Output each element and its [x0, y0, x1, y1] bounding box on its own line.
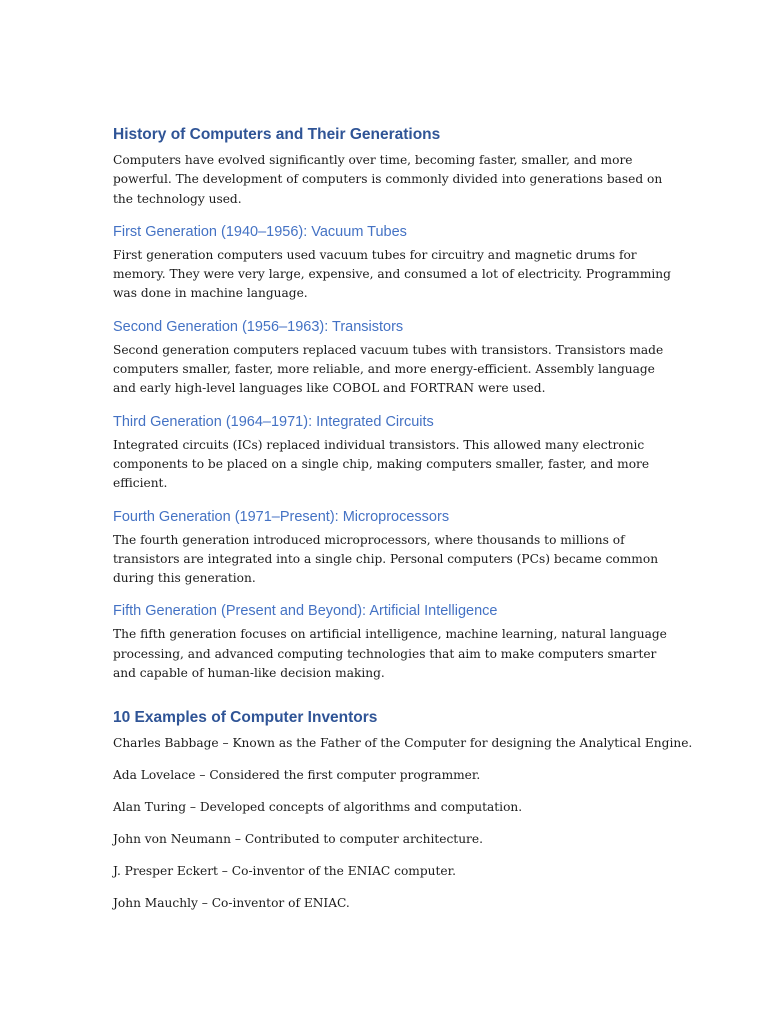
generation-section-3	[113, 411, 673, 494]
generation-paragraph: The fifth generation focuses on artificial intelligence, machine learning, natural language processing, and advanced computing technologies that aim to make computers smarter and capable of human-like decision making.	[113, 627, 667, 681]
list-item: John von Neumann – Contributed to computer architecture.	[113, 832, 483, 847]
list-item: Ada Lovelace – Considered the first computer programmer.	[113, 768, 481, 783]
generation-heading: Second Generation (1956–1963): Transistors	[113, 318, 404, 335]
inventors-heading: 10 Examples of Computer Inventors	[113, 709, 378, 727]
intro-paragraph: Computers have evolved significantly over time, becoming faster, smaller, and more powerful. The development of computers is commonly divided into generations based on the technology used.	[113, 153, 663, 206]
list-item: Alan Turing – Developed concepts of algorithms and computation.	[113, 800, 523, 815]
generation-paragraph: Integrated circuits (ICs) replaced individual transistors. This allowed many electronic components to be placed on a single chip, making computers smaller, faster, and more efficient.	[113, 437, 650, 491]
document-page	[113, 124, 693, 926]
generation-paragraph: First generation computers used vacuum tubes for circuitry and magnetic drums for memory. They were very large, expensive, and consumed a lot of electricity. Programming was done in machine language.	[113, 247, 671, 301]
generation-section-4	[113, 506, 673, 589]
list-item: John Mauchly – Co-inventor of ENIAC.	[113, 896, 350, 911]
generation-heading: Fifth Generation (Present and Beyond): Artificial Intelligence	[113, 603, 498, 620]
intro-section	[113, 124, 673, 209]
generation-paragraph: The fourth generation introduced microprocessors, where thousands to millions of transistors are integrated into a single chip. Personal computers (PCs) became common during this generation.	[113, 532, 659, 586]
generation-paragraph: Second generation computers replaced vacuum tubes with transistors. Transistors made computers smaller, faster, more reliable, and more energy-efficient. Assembly language and early high-level languages like COBOL and FORTRAN were used.	[113, 342, 664, 396]
list-item: J. Presper Eckert – Co-inventor of the ENIAC computer.	[113, 864, 456, 879]
document-title: History of Computers and Their Generations	[113, 126, 441, 143]
generation-section-1	[113, 221, 673, 304]
generation-heading: Fourth Generation (1971–Present): Microprocessors	[113, 508, 450, 525]
generation-heading: Third Generation (1964–1971): Integrated Circuits	[113, 413, 434, 430]
generation-heading: First Generation (1940–1956): Vacuum Tubes	[113, 223, 407, 240]
list-item: Charles Babbage – Known as the Father of the Computer for designing the Analytical Engine.	[113, 736, 693, 751]
generation-section-5	[113, 600, 673, 683]
inventors-section	[113, 707, 693, 913]
generation-section-2	[113, 316, 673, 399]
